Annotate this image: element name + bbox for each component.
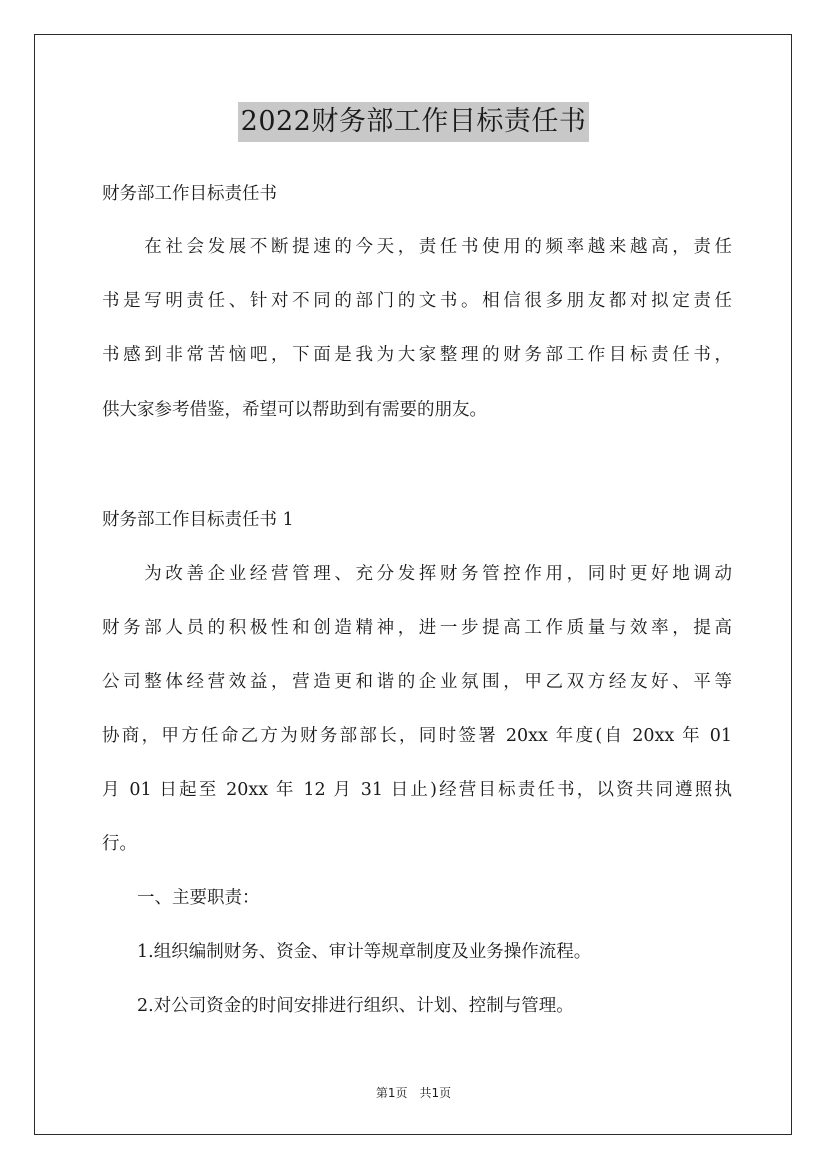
text-line: 在社会发展不断提速的今天，责任书使用的频率越来越高，责任 — [102, 237, 732, 257]
list-item: 2.对公司资金的时间安排进行组织、计划、控制与管理。 — [102, 996, 574, 1016]
text-line: 财务部人员的积极性和创造精神，进一步提高工作质量与效率，提高 — [102, 618, 732, 638]
text-line: 公司整体经营效益，营造更和谐的企业氛围，甲乙双方经友好、平等 — [102, 672, 732, 692]
text-line: 财务部工作目标责任书 — [102, 184, 277, 204]
text-line: 月 01 日起至 20xx 年 12 月 31 日止)经营目标责任书，以资共同遵照执 — [102, 780, 732, 800]
text-line: 供大家参考借鉴，希望可以帮助到有需要的朋友。 — [102, 400, 487, 420]
list-item: 1.组织编制财务、资金、审计等规章制度及业务操作流程。 — [102, 942, 592, 962]
text-line: 为改善企业经营管理、充分发挥财务管控作用，同时更好地调动 — [102, 564, 732, 584]
text-line: 书感到非常苦恼吧，下面是我为大家整理的财务部工作目标责任书， — [102, 345, 732, 365]
text-line: 协商，甲方任命乙方为财务部部长，同时签署 20xx 年度(自 20xx 年 01 — [102, 726, 732, 746]
list-heading: 一、主要职责： — [102, 888, 260, 908]
section-heading: 财务部工作目标责任书 1 — [102, 510, 294, 530]
text-line: 书是写明责任、针对不同的部门的文书。相信很多朋友都对拟定责任 — [102, 291, 732, 311]
text-line: 行。 — [102, 834, 137, 854]
document-title: 2022财务部工作目标责任书 — [238, 102, 590, 142]
title-container — [0, 102, 827, 142]
page-footer: 第1页 共1页 — [375, 1086, 452, 1100]
